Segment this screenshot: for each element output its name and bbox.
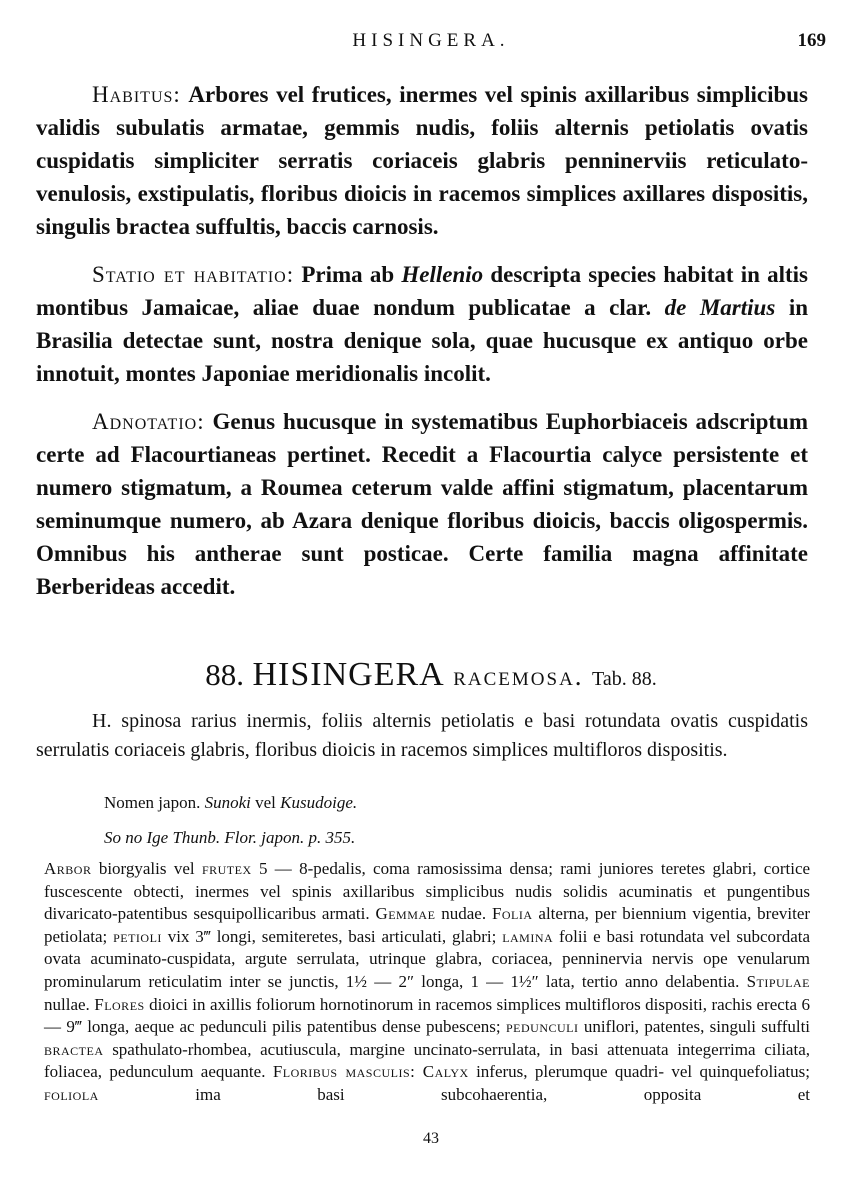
desc-text: biorgyalis vel	[98, 859, 195, 878]
habitus-paragraph	[36, 78, 808, 243]
desc-text: 5 — 8-pedalis, coma ramosissima densa; rami juniores teretes glabri, cortice fuscescente obtecti, inermes vel spinis axillaribus simplicibus nudis solidis acuminatis et pungentibus divaricato-patentibus sesquipollicaribus armati.	[44, 859, 811, 924]
species-diagnosis: H. spinosa rarius inermis, foliis alternis petiolatis e basi rotundata ovatis cuspidatis serrulatis coriaceis glabris, floribus dioicis in racemos simplices multifloros dispositis.	[36, 710, 808, 761]
desc-text: spathulato-rhombea, acutiuscula, margine uncinato-serrulata, in basi attenuata integerrima ciliata, foliacea, pedunculum aequante.	[44, 1039, 810, 1082]
species-description	[44, 858, 810, 1107]
adnotatio-text: Genus hucusque in systematibus Euphorbiaceis adscriptum certe ad Flacourtianeas pertinet. Recedit a Flacourtia calyce persistente et numero stigmatum, a Roumea ceterum valde affini stigmatum, placentarum seminumque numero, ab Azara denique floribus dioicis, baccis oligospermis. Omnibus his antherae sunt posticae. Certe familia magna affinitate Berberideas accedit.	[36, 409, 808, 599]
habitus-text: Arbores vel frutices, inermes vel spinis axillaribus simplicibus validis subulatis armatae, gemmis nudis, foliis alternis petiolatis ovatis cuspidatis simpliciter serratis coriaceis glabris penninerviis reticulato-venulosis, exstipulatis, floribus dioicis in racemos simplices axillares dispositis, singulis bractea suffultis, baccis carnosis.	[36, 82, 809, 239]
desc-term: lamina	[502, 926, 554, 946]
statio-author-name: de Martius	[664, 295, 776, 320]
statio-label: Statio et habitatio:	[92, 262, 295, 287]
synonym-citation: So no Ige Thunb. Flor. japon. p. 355.	[104, 828, 356, 847]
desc-text: nullae.	[44, 994, 90, 1014]
desc-text: dioici in axillis foliorum hornotinorum in racemos simplices multifloros dispositi, rachis erecta 6 — 9‴ longa, aeque ac pedunculi pilis patentibus dense pubescens;	[44, 994, 810, 1037]
desc-text: alterna, per biennium vigentia, breviter petiolata;	[44, 904, 811, 946]
statio-text: descripta species habitat in altis montibus Jamaicae, aliae duae nondum publicatae a clar.	[36, 262, 809, 320]
genus-description	[36, 78, 808, 618]
desc-term: bractea	[44, 1039, 104, 1059]
desc-term: foliola	[44, 1084, 99, 1104]
desc-text: vix 3‴ longi, semiteretes, basi articulati, glabri;	[167, 926, 497, 946]
species-genus: HISINGERA	[252, 656, 445, 693]
desc-term: frutex	[201, 859, 252, 878]
desc-term: Floribus masculis:	[272, 1062, 416, 1082]
desc-text: uniflori, patentes, singuli suffulti	[583, 1017, 811, 1037]
statio-text: in Brasilia detectae sunt, nostra denique sola, quae hucusque ex antiquo orbe innotuit, montes Japoniae meridionalis incolit.	[36, 295, 808, 386]
adnotatio-label: Adnotatio:	[92, 409, 205, 434]
desc-text: ima basi subcohaerentia, opposita et	[195, 1084, 811, 1104]
desc-text: folii e basi rotundata vel subcordata ovata acuminato-cuspidata, argute serrulata, utrinque glabra, coriacea, penninervia nervis ope venularum prominularum reticulatim inter se junctis, 1½ — 2″ longa, 1 — 1½″ lata, tertio anno delabentia.	[44, 926, 811, 991]
running-title: HISINGERA.	[352, 30, 510, 51]
statio-author-name: Hellenio	[401, 262, 484, 287]
desc-term: Calyx	[422, 1062, 469, 1082]
signature-mark: 43	[423, 1130, 439, 1147]
species-heading	[0, 655, 862, 699]
desc-term: Folia	[491, 904, 533, 924]
nomen-conjunction: vel	[255, 793, 276, 812]
desc-term: pedunculi	[505, 1017, 579, 1037]
page-number: 169	[797, 30, 826, 51]
species-epithet: racemosa.	[453, 661, 584, 691]
desc-term: Gemmae	[375, 904, 436, 924]
japanese-name	[104, 793, 357, 813]
statio-text: Prima ab	[301, 262, 395, 287]
desc-term: Flores	[94, 994, 145, 1014]
desc-term: Arbor	[44, 859, 92, 878]
habitus-label: Habitus:	[92, 82, 181, 107]
nomen-name: Sunoki	[204, 793, 251, 812]
desc-term: Stipulae	[746, 971, 811, 991]
statio-paragraph	[36, 258, 808, 390]
species-number: 88.	[205, 657, 244, 692]
adnotatio-paragraph	[36, 405, 808, 603]
desc-term: petioli	[113, 926, 162, 946]
running-head	[36, 30, 826, 54]
desc-text: inferus, plerumque quadri- vel quinquefoliatus;	[476, 1062, 810, 1082]
nomen-label: Nomen japon.	[104, 793, 201, 812]
plate-reference: Tab. 88.	[592, 668, 657, 690]
nomen-name: Kusudoige.	[280, 793, 358, 812]
desc-text: nudae.	[441, 904, 487, 924]
